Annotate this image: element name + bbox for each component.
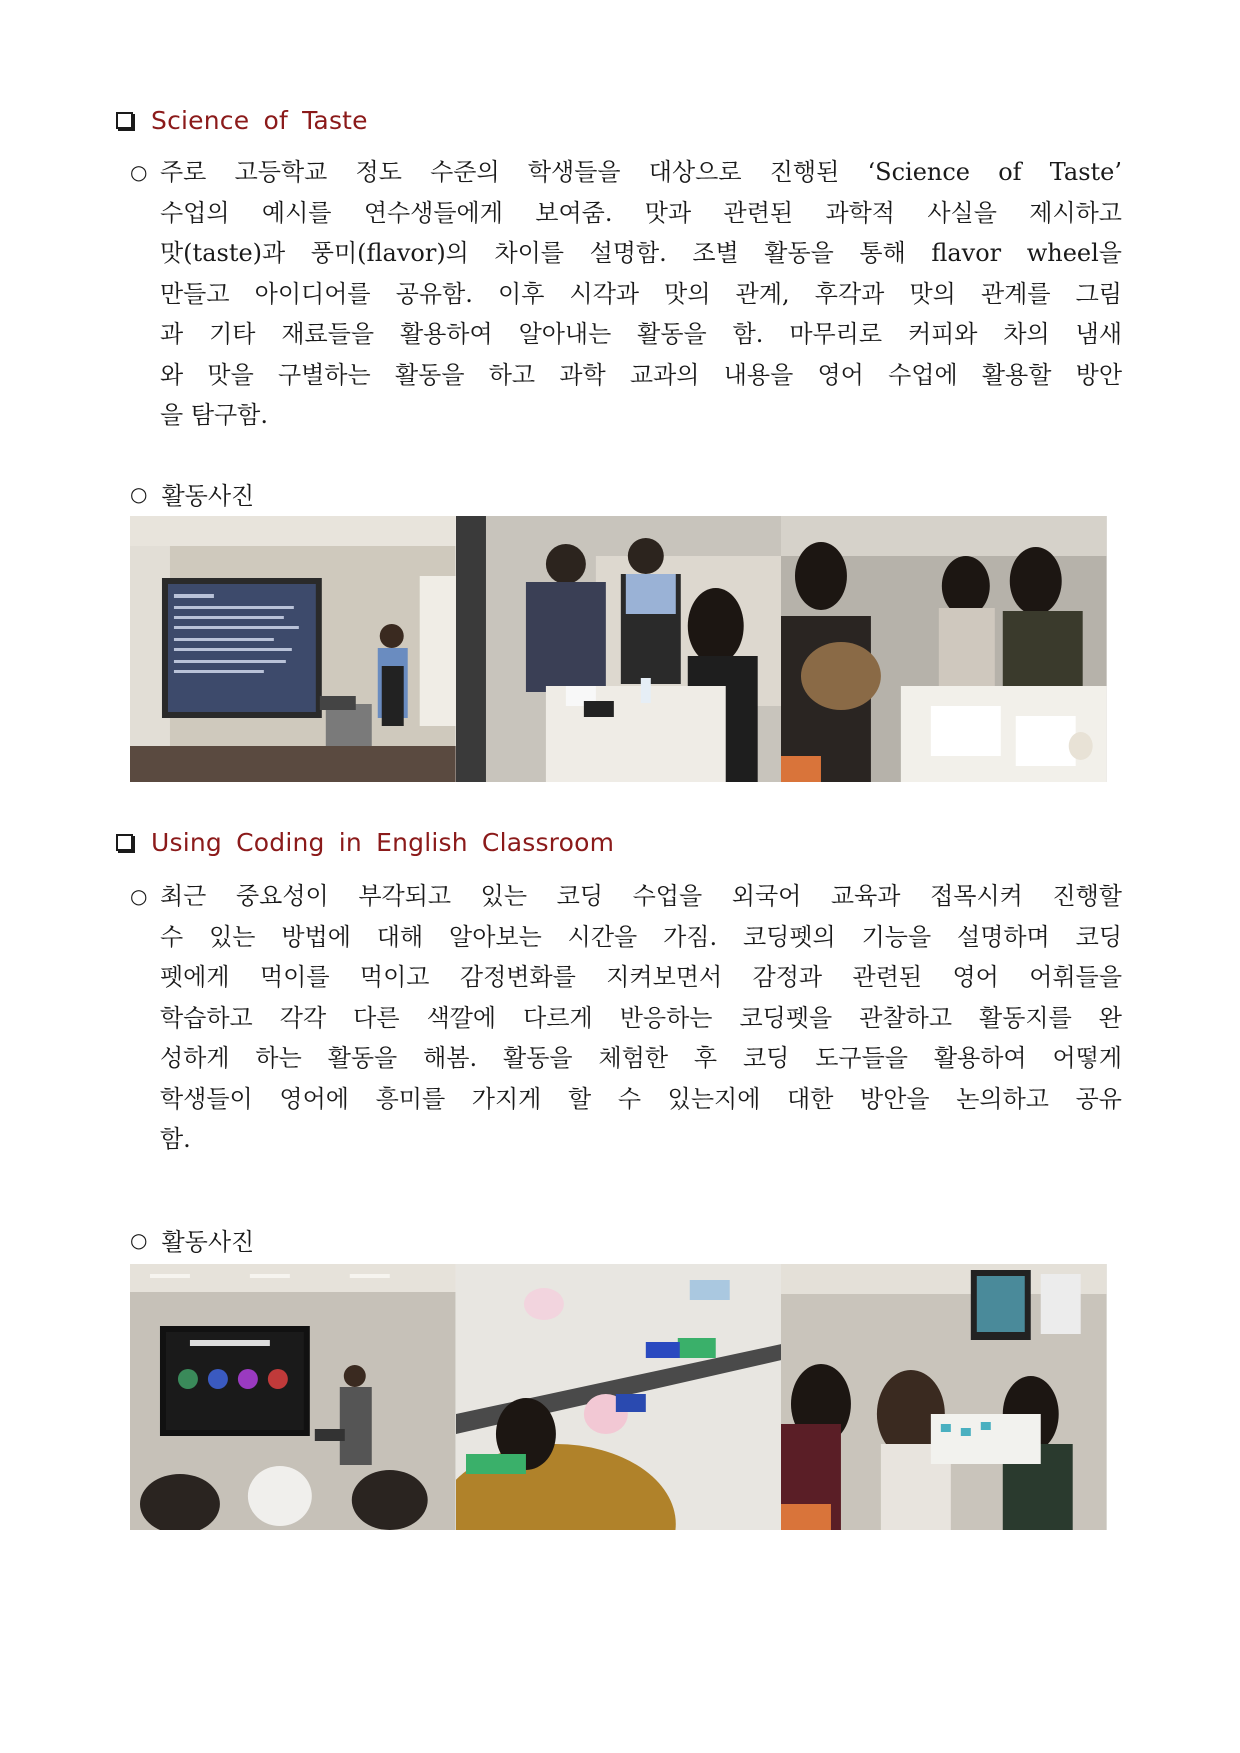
paragraph-line: 학습하고 각각 다른 색깔에 다르게 반응하는 코딩펫을 관찰하고 활동지를 완 — [160, 1003, 1122, 1032]
activity-photo-presenter — [130, 516, 456, 782]
activity-photo-group-work — [781, 516, 1107, 782]
paragraph-line: 성하게 하는 활동을 해봄. 활동을 체험한 후 코딩 도구들을 활용하여 어떻게 — [160, 1044, 1122, 1072]
photo-strip-using-coding — [130, 1264, 1107, 1530]
circle-bullet-icon: ○ — [130, 481, 148, 506]
paragraph-line: 함. — [160, 1125, 191, 1153]
activity-photo-classroom — [781, 1264, 1107, 1530]
paragraph-line: 학생들이 영어에 흥미를 가지게 할 수 있는지에 대한 방안을 논의하고 공유 — [160, 1084, 1122, 1113]
section-heading-using-coding — [116, 828, 614, 857]
photo-caption — [130, 476, 254, 511]
paragraph-line: 과 기타 재료들을 활용하여 알아내는 활동을 함. 마무리로 커피와 차의 냄새 — [160, 320, 1122, 348]
activity-photo-lecture — [130, 1264, 456, 1530]
circle-bullet-icon: ○ — [130, 160, 148, 184]
paragraph-line: 펫에게 먹이를 먹이고 감정변화를 지켜보면서 감정과 관련된 영어 어휘들을 — [160, 963, 1122, 991]
paragraph-line: 맛(taste)과 풍미(flavor)의 차이를 설명함. 조별 활동을 통해 flavor wheel을 — [160, 239, 1122, 267]
circle-bullet-icon: ○ — [130, 1227, 148, 1252]
checkbox-bullet-icon — [116, 834, 133, 851]
circle-bullet-icon: ○ — [130, 884, 148, 908]
activity-photo-demonstration — [456, 516, 782, 782]
paragraph-science-of-taste — [130, 152, 1122, 436]
section-title: Science of Taste — [151, 106, 368, 135]
paragraph-line: 수 있는 방법에 대해 알아보는 시간을 가짐. 코딩펫의 기능을 설명하며 코딩 — [160, 922, 1122, 951]
paragraph-line: 최근 중요성이 부각되고 있는 코딩 수업을 외국어 교육과 접목시켜 진행할 — [160, 882, 1122, 910]
paragraph-line: 을 탐구함. — [160, 401, 268, 429]
photo-strip-science-of-taste — [130, 516, 1107, 782]
photo-caption-text: 활동사진 — [161, 482, 255, 510]
photo-caption-text: 활동사진 — [161, 1228, 255, 1256]
checkbox-bullet-icon — [116, 112, 133, 129]
activity-photo-coding-pet — [456, 1264, 782, 1530]
photo-caption — [130, 1222, 254, 1257]
paragraph-line: 만들고 아이디어를 공유함. 이후 시각과 맛의 관계, 후각과 맛의 관계를 그림 — [160, 279, 1122, 308]
paragraph-line: 주로 고등학교 정도 수준의 학생들을 대상으로 진행된 ‘Science of Taste’ — [160, 158, 1122, 186]
paragraph-line: 와 맛을 구별하는 활동을 하고 과학 교과의 내용을 영어 수업에 활용할 방안 — [160, 360, 1122, 389]
paragraph-using-coding — [130, 876, 1122, 1160]
paragraph-line: 수업의 예시를 연수생들에게 보여줌. 맛과 관련된 과학적 사실을 제시하고 — [160, 198, 1122, 227]
section-title: Using Coding in English Classroom — [151, 828, 615, 857]
section-heading-science-of-taste — [116, 106, 368, 135]
